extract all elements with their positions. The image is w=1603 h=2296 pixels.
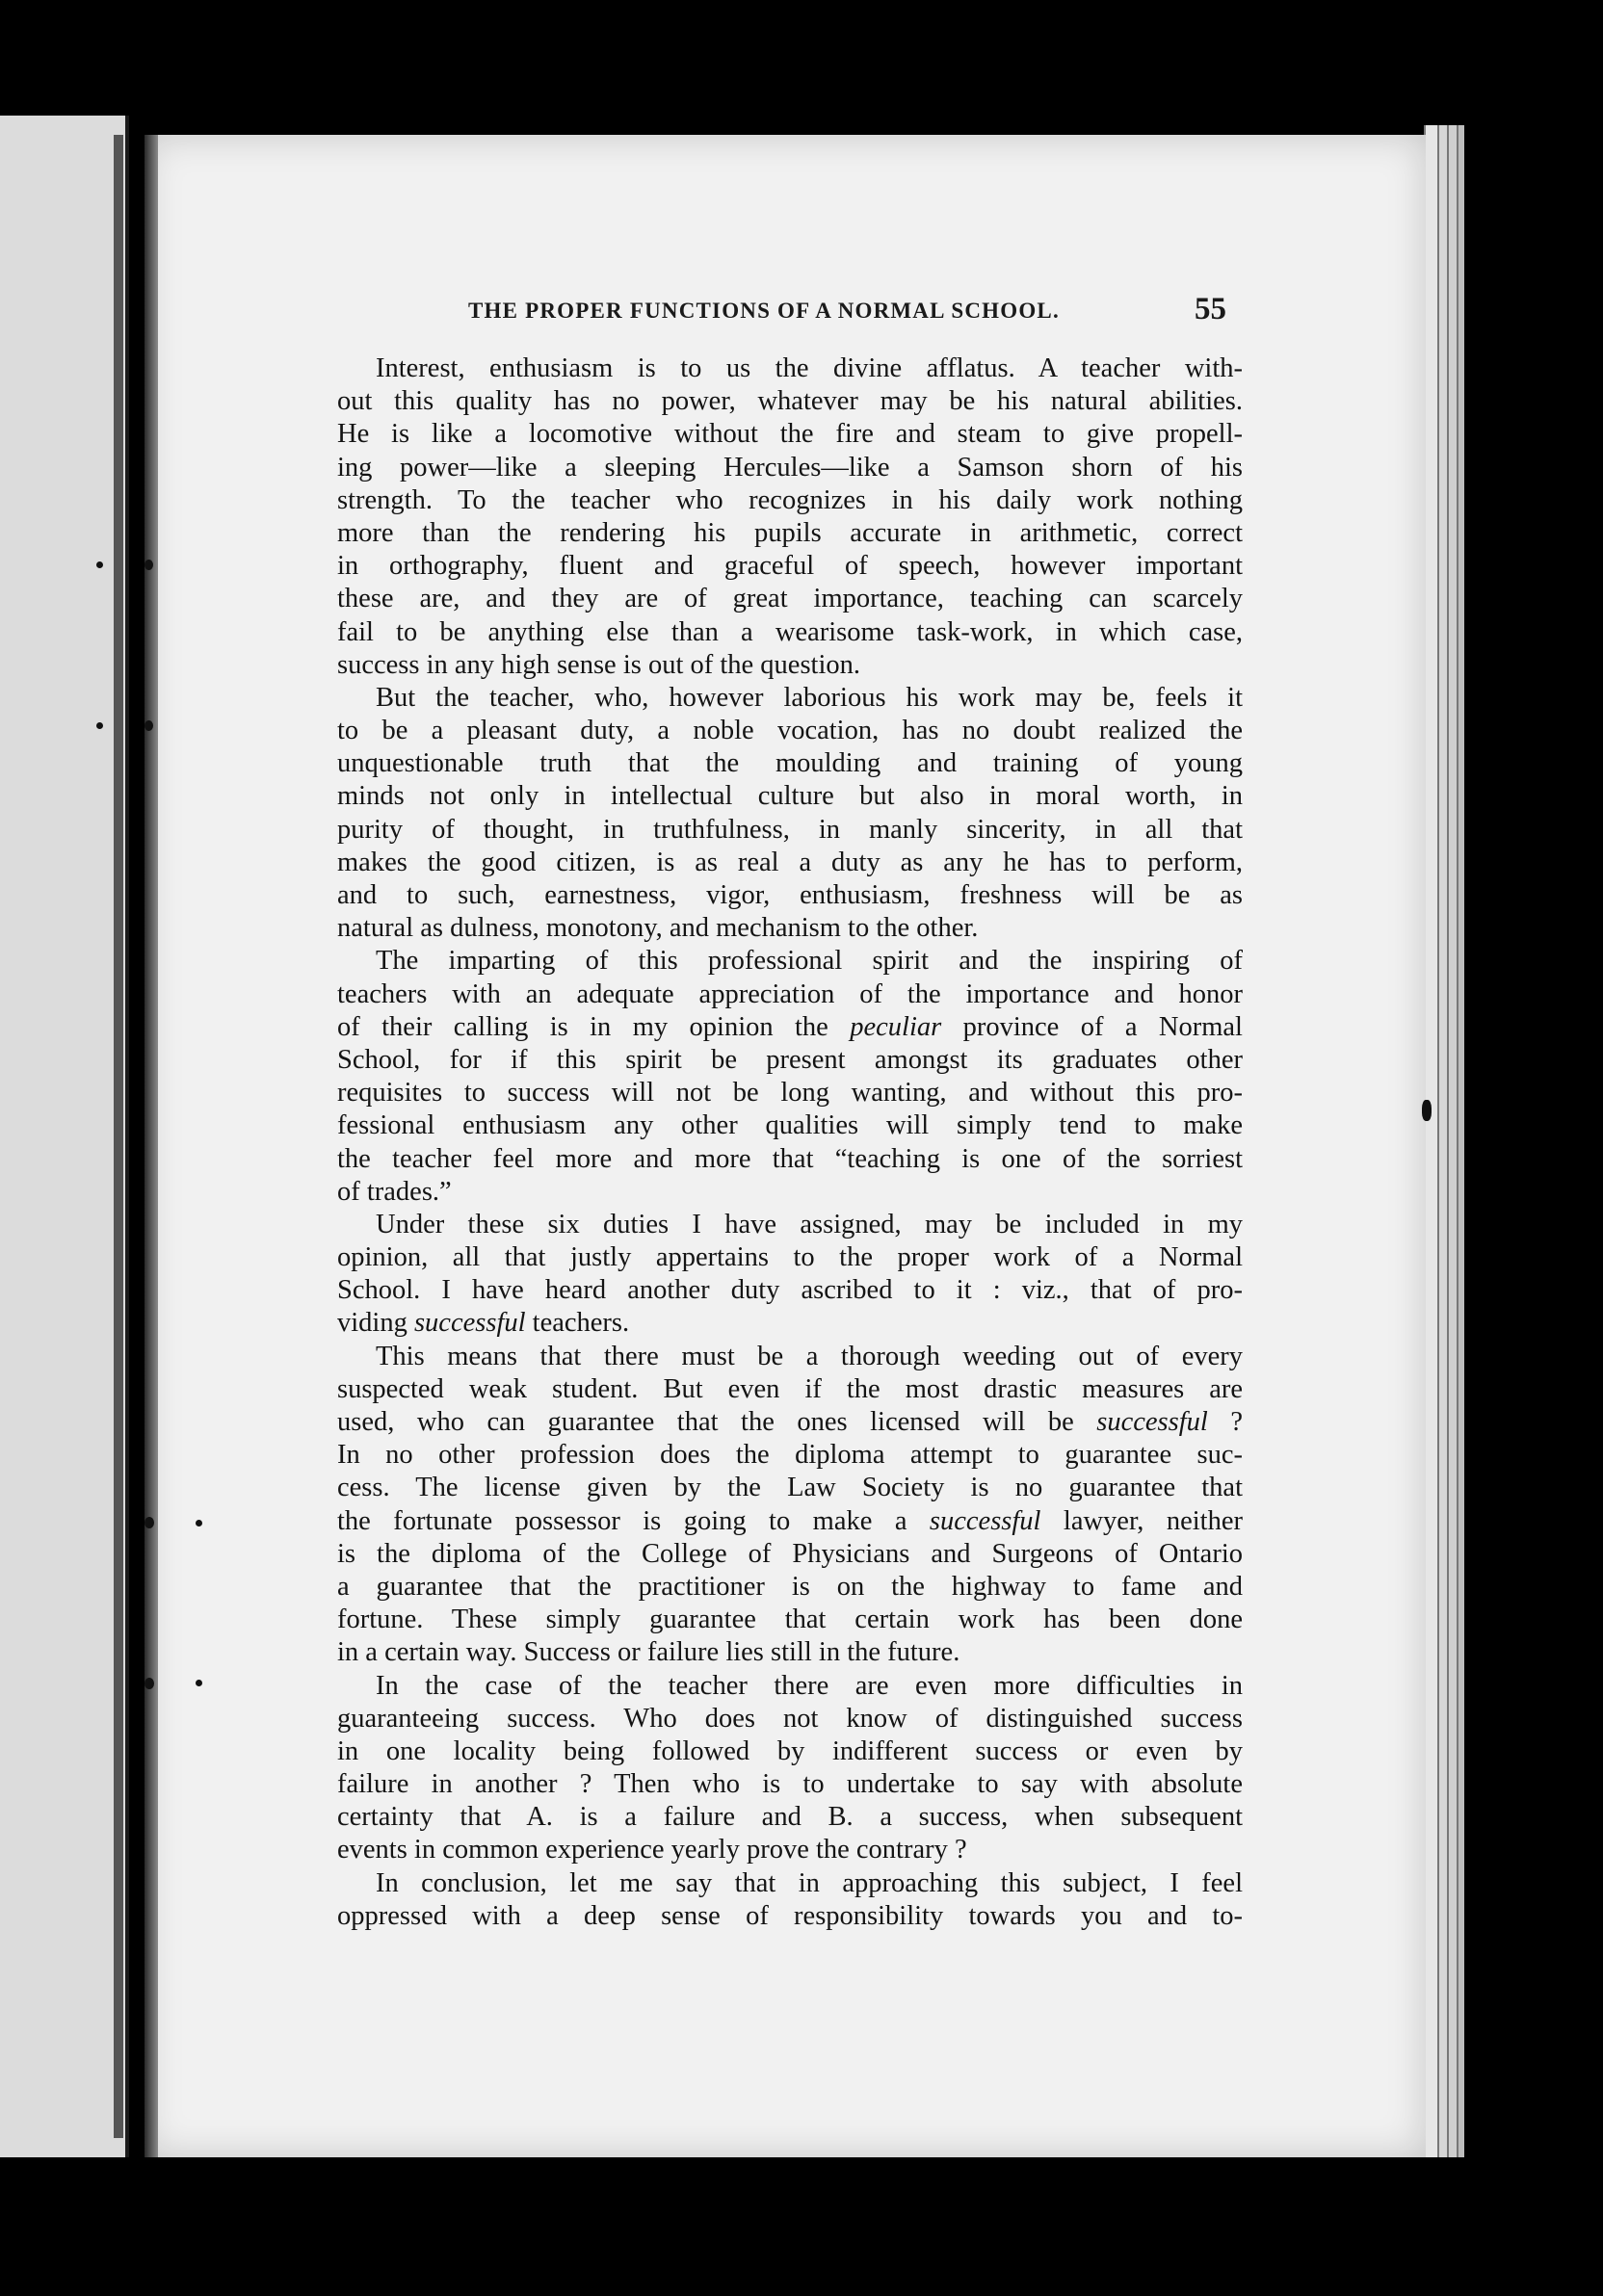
text-line: opinion, all that justly appertains to the proper work of a Normal xyxy=(337,1242,1243,1273)
text-line: certainty that A. is a failure and B. a success, when subsequent xyxy=(337,1802,1243,1833)
text-line: In no other profession does the diploma attempt to guarantee suc- xyxy=(337,1440,1243,1471)
text-line: fail to be anything else than a wearisome task-work, in which case, xyxy=(337,616,1243,647)
text-line: in one locality being followed by indifferent success or even by xyxy=(337,1735,1243,1766)
text-line: in orthography, fluent and graceful of speech, however important xyxy=(337,551,1243,582)
text-line: The imparting of this professional spirit and the inspiring of xyxy=(376,946,1243,977)
text-line: fessional enthusiasm any other qualities will simply tend to make xyxy=(337,1110,1243,1141)
text-line: strength. To the teacher who recognizes in his daily work nothing xyxy=(337,484,1243,515)
text-line: of trades.” xyxy=(337,1176,452,1207)
text-line: events in common experience yearly prove the contrary ? xyxy=(337,1835,967,1866)
page-stack-edge xyxy=(1447,125,1457,2157)
text-line: and to such, earnestness, vigor, enthusiasm, freshness will be as xyxy=(337,880,1243,910)
text-line: Interest, enthusiasm is to us the divine afflatus. A teacher with- xyxy=(376,353,1243,383)
text-line: requisites to success will not be long wanting, and without this pro- xyxy=(337,1078,1243,1109)
text-line: In conclusion, let me say that in approaching this subject, I feel xyxy=(376,1867,1243,1898)
text-line: unquestionable truth that the moulding and training of young xyxy=(337,748,1243,779)
text-line: School, for if this spirit be present amongst its graduates other xyxy=(337,1044,1243,1075)
text-line: School. I have heard another duty ascribed to it : viz., that of pro- xyxy=(337,1275,1243,1306)
text-line: In the case of the teacher there are even more difficulties in xyxy=(376,1670,1243,1701)
body-text xyxy=(337,352,1243,1933)
text-line: oppressed with a deep sense of responsibility towards you and to- xyxy=(337,1900,1243,1931)
text-line: failure in another ? Then who is to undertake to say with absolute xyxy=(337,1769,1243,1800)
text-line: out this quality has no power, whatever may be his natural abilities. xyxy=(337,386,1243,417)
text-line: the teacher feel more and more that “teaching is one of the sorriest xyxy=(337,1143,1243,1174)
text-line: to be a pleasant duty, a noble vocation, has no doubt realized the xyxy=(337,716,1243,746)
text-line: guaranteeing success. Who does not know of distinguished success xyxy=(337,1703,1243,1734)
text-line: fortune. These simply guarantee that certain work has been done xyxy=(337,1605,1243,1635)
text-line: ing power—like a sleeping Hercules—like a Samson shorn of his xyxy=(337,452,1243,483)
page-binding-shadow xyxy=(145,135,158,2157)
text-line: teachers with an adequate appreciation of the importance and honor xyxy=(337,978,1243,1009)
text-line: suspected weak student. But even if the most drastic measures are xyxy=(337,1373,1243,1404)
text-line: these are, and they are of great importance, teaching can scarcely xyxy=(337,584,1243,614)
page-number: 55 xyxy=(1195,292,1226,326)
text-line: natural as dulness, monotony, and mechanism to the other. xyxy=(337,913,979,944)
text-line: cess. The license given by the Law Society is no guarantee that xyxy=(337,1473,1243,1503)
text-line: the fortunate possessor is going to make a successful lawyer, neither xyxy=(337,1505,1243,1536)
text-line: minds not only in intellectual culture but also in moral worth, in xyxy=(337,781,1243,812)
text-line: used, who can guarantee that the ones licensed will be successful ? xyxy=(337,1407,1243,1437)
text-line: more than the rendering his pupils accurate in arithmetic, correct xyxy=(337,517,1243,548)
text-line: in a certain way. Success or failure lies still in the future. xyxy=(337,1637,960,1668)
text-line: makes the good citizen, is as real a duty as any he has to perform, xyxy=(337,847,1243,877)
text-line: success in any high sense is out of the question. xyxy=(337,649,861,680)
previous-page-gutter xyxy=(114,135,123,2138)
text-line: But the teacher, who, however laborious his work may be, feels it xyxy=(376,682,1243,713)
previous-page-edge xyxy=(0,116,129,2157)
text-line: This means that there must be a thorough weeding out of every xyxy=(376,1341,1243,1371)
page-stack-edge xyxy=(1457,125,1464,2157)
page-stack-edge xyxy=(1437,125,1447,2157)
text-line: is the diploma of the College of Physicians and Surgeons of Ontario xyxy=(337,1538,1243,1569)
text-line: of their calling is in my opinion the peculiar province of a Normal xyxy=(337,1011,1243,1042)
page-stack-edge xyxy=(1424,125,1437,2157)
text-line: viding successful teachers. xyxy=(337,1308,630,1339)
text-line: He is like a locomotive without the fire and steam to give propell- xyxy=(337,419,1243,450)
text-line: purity of thought, in truthfulness, in manly sincerity, in all that xyxy=(337,814,1243,845)
running-head: THE PROPER FUNCTIONS OF A NORMAL SCHOOL. xyxy=(468,299,1060,323)
text-line: a guarantee that the practitioner is on the highway to fame and xyxy=(337,1571,1243,1602)
text-line: Under these six duties I have assigned, may be included in my xyxy=(376,1209,1243,1239)
